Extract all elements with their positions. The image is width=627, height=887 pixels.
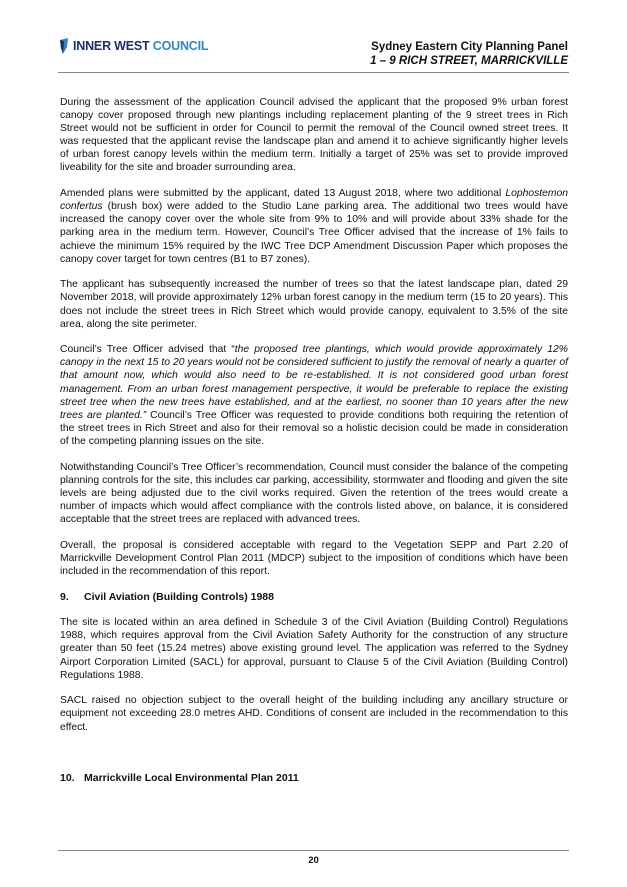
paragraph-sacl: SACL raised no objection subject to the overall height of the building including any ancillary structure or equipment not exceeding 28.0 metres AHD. Conditions of consent are included in the recommendation to this effect. <box>60 695 568 733</box>
text-span: Council’s Tree Officer was requested to provide conditions both requiring the retention of the street trees in Rich Street and also for their removal so a holistic decision could be made in consideration of the competing planning issues on the site. <box>60 409 568 447</box>
section-9-heading <box>60 591 568 604</box>
site-address: 1 – 9 RICH STREET, MARRICKVILLE <box>370 55 568 67</box>
section-10-heading <box>60 772 568 785</box>
paragraph-amended-plans <box>60 187 568 266</box>
logo-word-council: COUNCIL <box>152 39 209 53</box>
paragraph-landscape-plan: The applicant has subsequently increased the number of trees so that the latest landscape plan, dated 29 November 2018, will provide approximately 12% urban forest canopy in the medium term (15 to 20 years). This does not include the street trees in Rich Street which would provide canopy, equivalent to 3.5% of the site area, along the site perimeter. <box>60 279 568 330</box>
text-span: Amended plans were submitted by the applicant, dated 13 August 2018, where two additional <box>60 188 506 200</box>
paragraph-balance-controls: Notwithstanding Council’s Tree Officer’s recommendation, Council must consider the balance of the competing planning controls for the site, this includes car parking, accessibility, stormwater and flooding and given the site levels are being adjusted due to the civil works required. Given the retention of the trees would create a number of impacts which would affect compliance with the controls listed above, on balance, it is considered acceptable that the street trees are replaced with advanced trees. <box>60 461 568 525</box>
panel-title: Sydney Eastern City Planning Panel <box>371 41 568 53</box>
paragraph-overall: Overall, the proposal is considered acceptable with regard to the Vegetation SEPP and Part 2.20 of Marrickville Development Control Plan 2011 (MDCP) subject to the imposition of conditions which have been included in the recommendation of this report. <box>60 539 568 577</box>
council-logo <box>58 38 208 54</box>
header-title-block <box>370 40 568 68</box>
document-body <box>60 96 568 797</box>
page-number: 20 <box>308 855 319 866</box>
header-divider <box>58 72 569 73</box>
page-header <box>0 0 627 80</box>
species-name: Lophostemon confertus <box>60 188 568 213</box>
paragraph-tree-officer-advice <box>60 343 568 448</box>
section-number: 10. <box>60 771 75 784</box>
text-span: (brush box) were added to the Studio Lane parking area. The additional two trees would have increased the canopy cover over the whole site from 9% to 10% and will provide about 33% shade for the parking area in the medium term. However, Council’s Tree Officer advised that the increase of 1% fails to achieve the minimum 15% required by the IWC Tree DCP Amendment Discussion Paper which proposes the canopy cover target for town centres (B1 to B7 zones). <box>60 201 568 265</box>
text-span: Council’s Tree Officer advised that “ <box>60 344 235 356</box>
paragraph-civil-aviation: The site is located within an area defined in Schedule 3 of the Civil Aviation (Building Control) Regulations 1988, which requires approval from the Civil Aviation Safety Authority for the construction of any structure greater than 50 feet (15.24 metres) above existing ground level. The application was referred to the Sydney Airport Corporation Limited (SACL) for approval, pursuant to Clause 5 of the Civil Aviation (Building Control) Regulations 1988. <box>60 617 568 681</box>
logo-text <box>73 39 208 53</box>
section-title: Civil Aviation (Building Controls) 1988 <box>84 590 274 603</box>
paragraph-canopy-assessment: During the assessment of the application Council advised the applicant that the proposed 9% urban forest canopy cover proposed through new plantings including replacement planting of the 9 street trees in Rich Street would not be sufficient in order for Council to permit the removal of the Council owned street trees. It was requested that the applicant revise the landscape plan and amend it to achieve significantly higher levels of urban forest canopy levels within the medium term. Initially a target of 25% was set to provide improved liveability for the site and broader surrounding area. <box>60 97 568 174</box>
tree-officer-quote: the proposed tree plantings, which would provide approximately 12% canopy in the next 15 to 20 years would not be considered sufficient to justify the removal of nearly a quarter of that amount now, which would also need to be re-established. It is not considered good urban forest management. From an urban forest management perspective, it would be preferable to replace the existing street tree when the new trees have established, and at the earliest, no sooner than 10 years after the new trees are planted.” <box>60 344 568 421</box>
tree-leaf-icon <box>58 38 70 54</box>
section-number: 9. <box>60 590 69 603</box>
section-title: Marrickville Local Environmental Plan 2011 <box>84 771 299 784</box>
footer-divider <box>58 850 569 851</box>
logo-word-inner-west: INNER WEST <box>73 39 150 53</box>
